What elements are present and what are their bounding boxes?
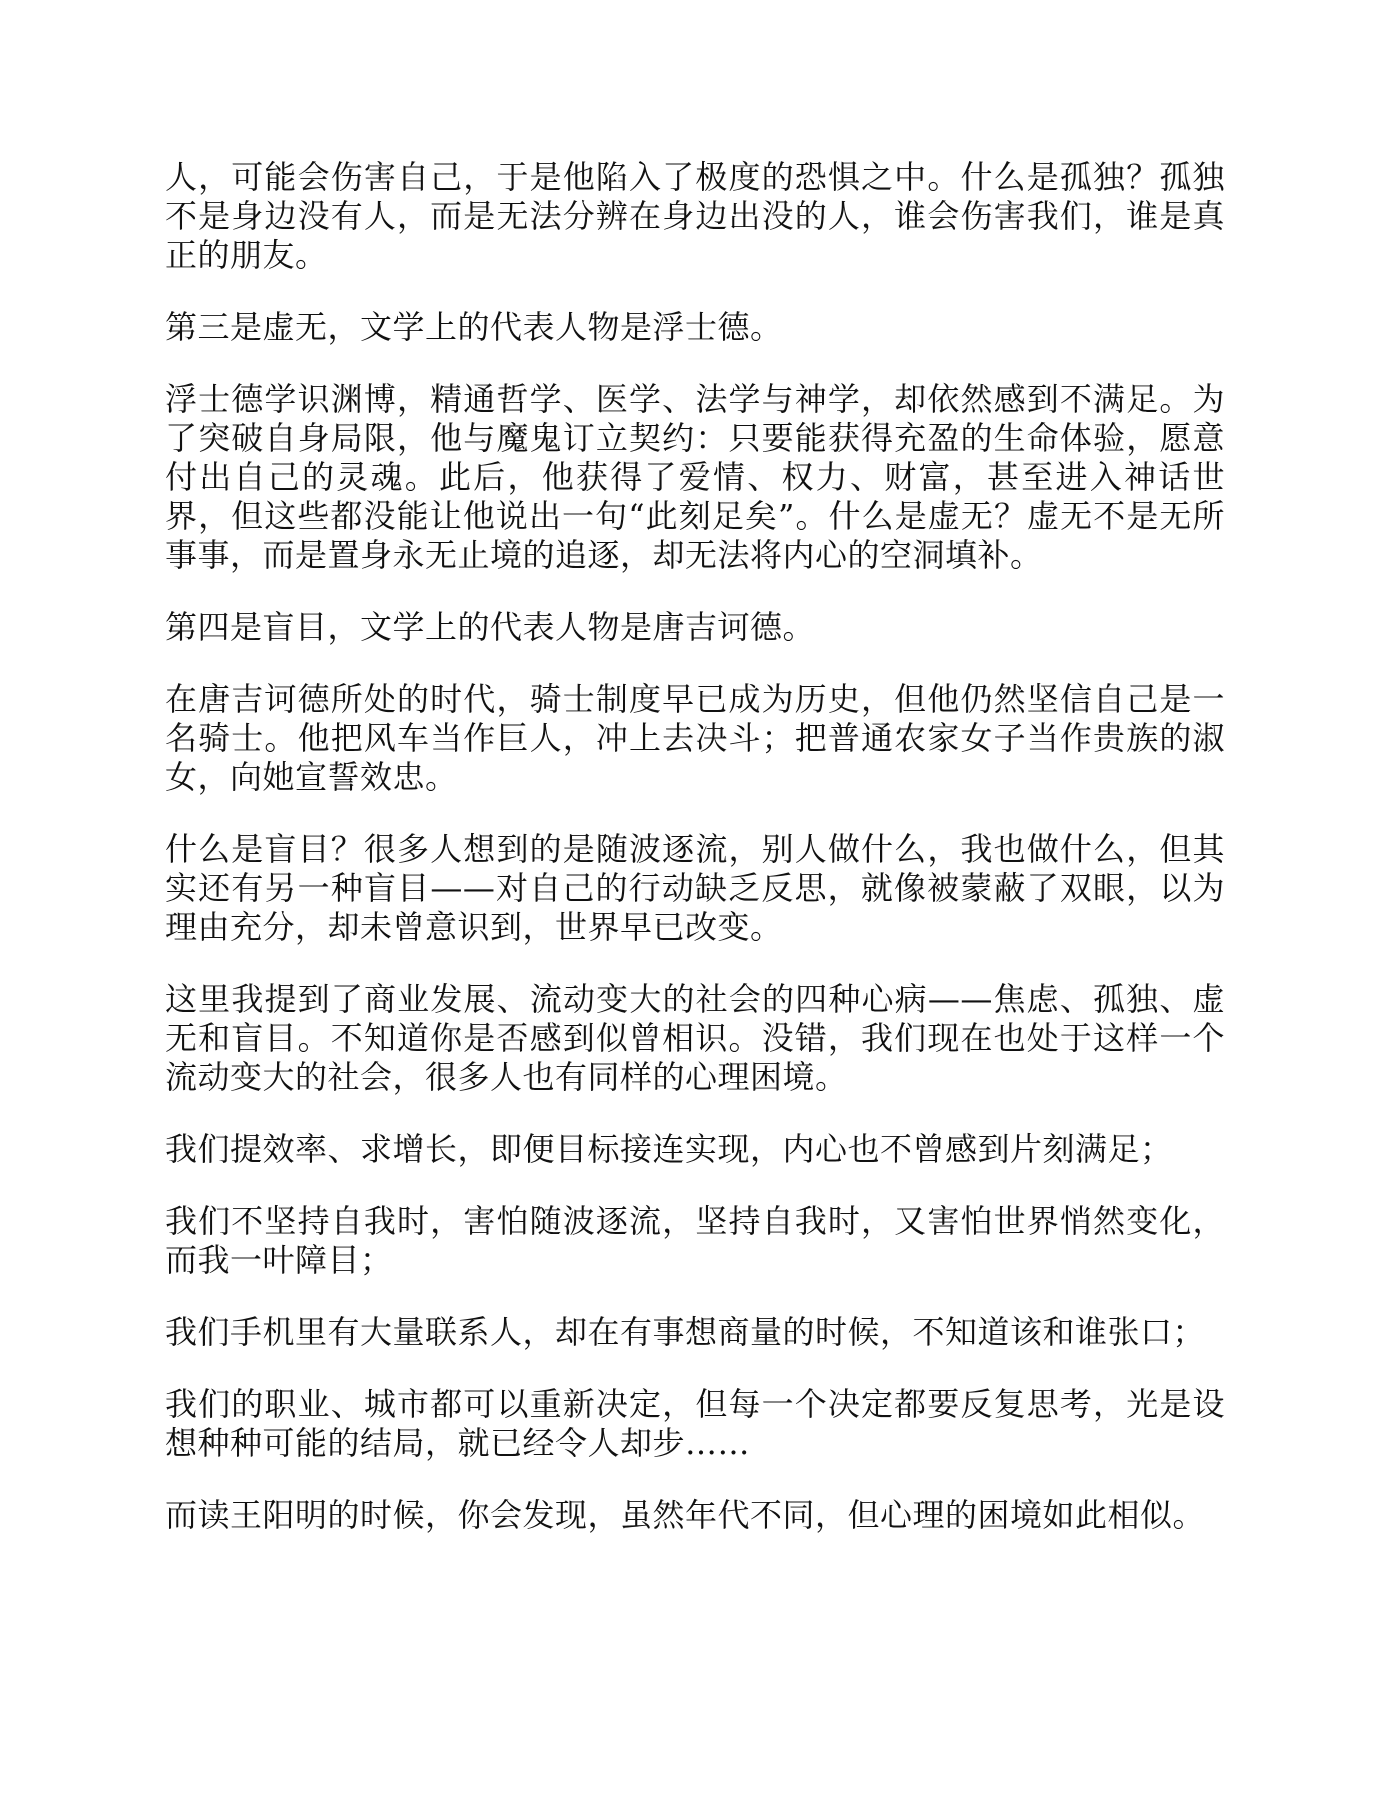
paragraph-blindness-heading: 第四是盲目，文学上的代表人物是唐吉诃德。: [165, 608, 816, 646]
paragraph-faust: 浮士德学识渊博，精通哲学、医学、法学与神学，却依然感到不满足。为了突破自身局限，他与魔鬼订立契约：只要能获得充盈的生命体验，愿意付出自己的灵魂。此后，他获得了爱情、权力、财富，甚至进入神话世界，但这些都没能让他说出一句“此刻足矣”。什么是虚无？虚无不是无所事事，而是置身永无止境的追逐，却无法将内心的空洞填补。: [165, 380, 1225, 574]
paragraph-don-quixote: 在唐吉诃德所处的时代，骑士制度早已成为历史，但他仍然坚信自己是一名骑士。他把风车当作巨人，冲上去决斗；把普通农家女子当作贵族的淑女，向她宣誓效忠。: [165, 680, 1225, 796]
paragraph-decisions: 我们的职业、城市都可以重新决定，但每一个决定都要反复思考，光是设想种种可能的结局，就已经令人却步……: [165, 1385, 1225, 1462]
document-body: [165, 158, 1225, 1535]
paragraph-self: 我们不坚持自我时，害怕随波逐流，坚持自我时，又害怕世界悄然变化，而我一叶障目；: [165, 1202, 1225, 1279]
paragraph-contacts: 我们手机里有大量联系人，却在有事想商量的时候，不知道该和谁张口；: [165, 1313, 1206, 1351]
paragraph-nihilism-heading: 第三是虚无，文学上的代表人物是浮士德。: [165, 308, 783, 346]
paragraph-wang-yangming: 而读王阳明的时候，你会发现，虽然年代不同，但心理的困境如此相似。: [165, 1496, 1206, 1534]
paragraph-four-ailments: 这里我提到了商业发展、流动变大的社会的四种心病——焦虑、孤独、虚无和盲目。不知道你是否感到似曾相识。没错，我们现在也处于这样一个流动变大的社会，很多人也有同样的心理困境。: [165, 980, 1225, 1096]
paragraph-blindness-definition: 什么是盲目？很多人想到的是随波逐流，别人做什么，我也做什么，但其实还有另一种盲目——对自己的行动缺乏反思，就像被蒙蔽了双眼，以为理由充分，却未曾意识到，世界早已改变。: [165, 830, 1225, 946]
paragraph-loneliness-definition: 人，可能会伤害自己，于是他陷入了极度的恐惧之中。什么是孤独？孤独不是身边没有人，而是无法分辨在身边出没的人，谁会伤害我们，谁是真正的朋友。: [165, 158, 1225, 274]
paragraph-efficiency: 我们提效率、求增长，即便目标接连实现，内心也不曾感到片刻满足；: [165, 1130, 1173, 1168]
